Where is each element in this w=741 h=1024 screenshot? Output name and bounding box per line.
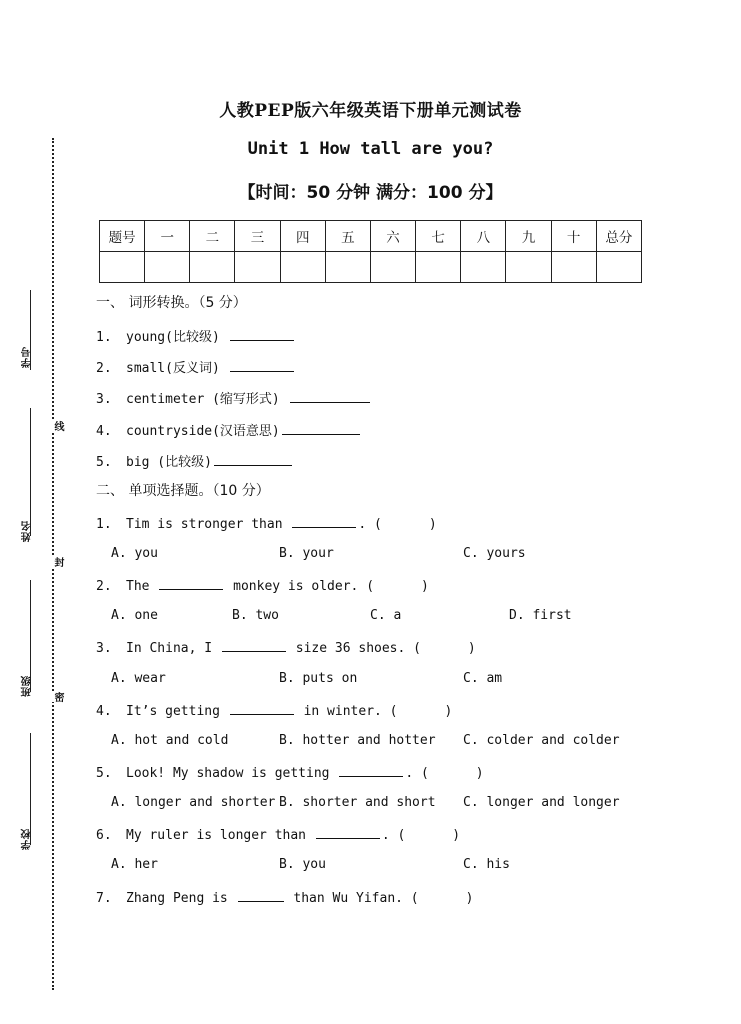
question [96, 888, 473, 908]
score-cell[interactable] [280, 252, 325, 283]
score-cell[interactable] [325, 252, 370, 283]
score-header-cell: 二 [190, 221, 235, 252]
question [96, 825, 460, 845]
option[interactable]: C. am [463, 671, 503, 686]
score-header-cell: 题号 [100, 221, 145, 252]
item-number: 3. [96, 392, 112, 407]
item-text: young(比较级) [126, 330, 220, 345]
question-number: 3. [96, 641, 112, 656]
answer-blank[interactable] [230, 358, 294, 372]
question-text: The [126, 579, 158, 594]
item-number: 4. [96, 424, 112, 439]
score-header-cell: 九 [506, 221, 551, 252]
question [96, 576, 429, 596]
question-text: Tim is stronger than [126, 517, 291, 532]
seal-mark: 封 [52, 557, 63, 567]
question-text: Look! My shadow is getting [126, 766, 338, 781]
question-text: monkey is older. ( ) [225, 579, 429, 594]
answer-blank[interactable] [290, 389, 370, 403]
question-text: In China, I [126, 641, 220, 656]
score-cell[interactable] [416, 252, 461, 283]
page-title: 人教PEP版六年级英语下册单元测试卷 [219, 101, 522, 121]
section1-heading: 一、 词形转换。（5 分） [96, 295, 247, 311]
question [96, 514, 437, 534]
option[interactable]: B. shorter and short [279, 795, 436, 810]
item-number: 2. [96, 361, 112, 376]
option[interactable]: A. wear [111, 671, 166, 686]
section1-item [96, 421, 362, 441]
option[interactable]: B. puts on [279, 671, 358, 686]
question-number: 1. [96, 517, 112, 532]
secret-mark: 密 [52, 692, 63, 702]
question-text: size 36 shoes. ( ) [287, 641, 476, 656]
question-text: Zhang Peng is [126, 891, 236, 906]
question-text: . ( ) [358, 517, 437, 532]
question-text: It’s getting [126, 704, 228, 719]
section1-item [96, 327, 296, 347]
option[interactable]: C. longer and longer [463, 795, 620, 810]
option[interactable]: A. longer and shorter [111, 795, 276, 810]
answer-blank[interactable] [339, 763, 403, 777]
answer-blank[interactable] [282, 421, 360, 435]
option[interactable]: B. two [232, 608, 279, 623]
student-id-label: 学号 [22, 346, 33, 368]
score-header-cell: 七 [416, 221, 461, 252]
name-line [30, 408, 31, 536]
question-number: 7. [96, 891, 112, 906]
score-cell[interactable] [506, 252, 551, 283]
option[interactable]: B. you [279, 857, 326, 872]
answer-blank[interactable] [230, 701, 294, 715]
question-text: . ( ) [381, 828, 461, 843]
score-header-cell: 一 [145, 221, 190, 252]
question [96, 701, 452, 721]
question-number: 6. [96, 828, 112, 843]
option[interactable]: B. hotter and hotter [279, 733, 436, 748]
item-text: big (比较级) [126, 455, 212, 470]
option[interactable]: A. her [111, 857, 158, 872]
option[interactable]: C. his [463, 857, 510, 872]
question-number: 5. [96, 766, 112, 781]
section1-item [96, 452, 294, 472]
unit-title: Unit 1 How tall are you? [247, 139, 494, 159]
score-header-cell: 三 [235, 221, 280, 252]
item-text: countryside(汉语意思) [126, 424, 280, 439]
answer-blank[interactable] [316, 825, 380, 839]
question-text: in winter. ( ) [295, 704, 453, 719]
score-header-cell: 十 [551, 221, 596, 252]
option[interactable]: C. a [370, 608, 402, 623]
item-number: 1. [96, 330, 112, 345]
name-label: 姓名 [22, 520, 33, 542]
score-cell[interactable] [235, 252, 280, 283]
answer-blank[interactable] [214, 452, 292, 466]
question-number: 2. [96, 579, 112, 594]
answer-blank[interactable] [159, 576, 223, 590]
score-cell[interactable] [190, 252, 235, 283]
answer-blank[interactable] [238, 888, 284, 902]
score-header-cell: 总分 [596, 221, 641, 252]
score-cell[interactable] [551, 252, 596, 283]
option[interactable]: A. you [111, 546, 158, 561]
score-header-cell: 八 [461, 221, 506, 252]
question [96, 638, 476, 658]
school-label: 学校 [22, 828, 33, 850]
class-label: 班级 [22, 675, 33, 697]
item-number: 5. [96, 455, 112, 470]
question-text: . ( ) [405, 766, 484, 781]
score-cell[interactable] [100, 252, 145, 283]
score-header-cell: 五 [325, 221, 370, 252]
line-mark: 线 [52, 421, 63, 431]
item-text: small(反义词) [126, 361, 220, 376]
option[interactable]: B. your [279, 546, 334, 561]
score-cell[interactable] [461, 252, 506, 283]
option[interactable]: C. yours [463, 546, 526, 561]
time-score-info: 【时间：50 分钟 满分：100 分】 [238, 183, 503, 203]
question-text: than Wu Yifan. ( ) [285, 891, 474, 906]
item-text: centimeter (缩写形式) [126, 392, 280, 407]
score-cell[interactable] [596, 252, 641, 283]
score-header-cell: 四 [280, 221, 325, 252]
option[interactable]: D. first [509, 608, 572, 623]
score-cell[interactable] [370, 252, 415, 283]
section1-item [96, 389, 372, 409]
score-table [99, 220, 642, 283]
answer-blank[interactable] [230, 327, 294, 341]
section2-heading: 二、 单项选择题。（10 分） [96, 483, 270, 499]
option[interactable]: C. colder and colder [463, 733, 620, 748]
answer-blank[interactable] [292, 514, 356, 528]
section1-item [96, 358, 296, 378]
score-cell[interactable] [145, 252, 190, 283]
score-header-cell: 六 [370, 221, 415, 252]
option[interactable]: A. one [111, 608, 158, 623]
question [96, 763, 484, 783]
option[interactable]: A. hot and cold [111, 733, 229, 748]
score-table-header-row [100, 221, 642, 252]
question-number: 4. [96, 704, 112, 719]
answer-blank[interactable] [222, 638, 286, 652]
score-table-score-row [100, 252, 642, 283]
question-text: My ruler is longer than [126, 828, 314, 843]
